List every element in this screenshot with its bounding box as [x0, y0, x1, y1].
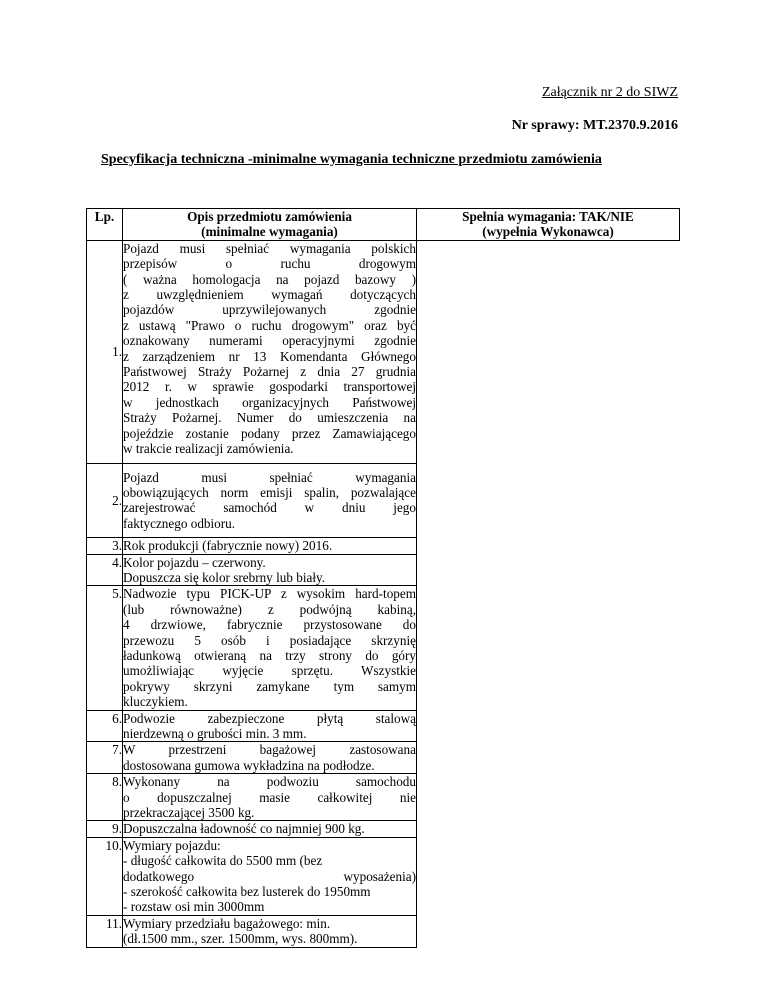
description-line: w trakcie realizacji zamówienia. [123, 441, 294, 457]
description-line: - rozstaw osi min 3000mm [123, 899, 265, 915]
row-description [123, 821, 417, 837]
row-description [123, 554, 417, 586]
table-row [87, 586, 680, 710]
row-number: 10. [87, 837, 123, 915]
meets-header-line1: Spełnia wymagania: TAK/NIE [462, 209, 634, 224]
description-line: z uwzględnieniem wymagań dotyczących [123, 287, 416, 303]
description-line: Wykonany na podwoziu samochodu [123, 774, 416, 790]
description-line: pojeździe zostanie podany przez Zamawiającego [123, 425, 416, 441]
table-row [87, 821, 680, 837]
description-line: zarejestrować samochód w dniu jego [123, 500, 416, 516]
row-number: 11. [87, 915, 123, 947]
description-line: o dopuszczalnej masie całkowitej nie [123, 789, 416, 805]
table-header-row [87, 209, 680, 241]
description-line: obowiązujących norm emisji spalin, pozwalające [123, 484, 416, 500]
row-description [123, 710, 417, 742]
description-line: z zarządzeniem nr 13 Komendanta Głównego [123, 348, 416, 364]
description-line: ładunkową otwieraną na trzy strony do góry [123, 647, 416, 663]
description-line: z ustawą "Prawo o ruchu drogowym" oraz być [123, 317, 416, 333]
specification-table [86, 208, 680, 948]
row-description [123, 538, 417, 554]
row-number: 2. [87, 463, 123, 538]
description-line: - długość całkowita do 5500 mm (bez [123, 853, 323, 869]
description-line: (dł.1500 mm., szer. 1500mm, wys. 800mm). [123, 931, 358, 947]
table-row [87, 710, 680, 742]
description-line: przepisów o ruchu drogowym [123, 256, 416, 272]
table-row [87, 538, 680, 554]
column-header-meets [417, 209, 680, 241]
table-row [87, 554, 680, 586]
description-line: przewozu 5 osób i posiadające skrzynię [123, 632, 416, 648]
description-line: Kolor pojazdu – czerwony. [123, 554, 266, 570]
description-line: przekraczającej 3500 kg. [123, 805, 255, 821]
description-line: oznakowany numerami operacyjnymi zgodnie [123, 333, 416, 349]
table-row [87, 742, 680, 774]
description-line: Nadwozie typu PICK-UP z wysokim hard-topem [123, 586, 416, 602]
row-number: 6. [87, 710, 123, 742]
annex-label: Załącznik nr 2 do SIWZ [541, 85, 678, 100]
table-row [87, 774, 680, 821]
table-row [87, 837, 680, 915]
description-line: w jednostkach organizacyjnych Państwowej [123, 394, 416, 410]
description-line: Państwowej Straży Pożarnej z dnia 27 grudnia [123, 364, 416, 380]
description-line: 4 drzwiowe, fabrycznie przystosowane do [123, 617, 416, 633]
meets-header-line2: (wypełnia Wykonawca) [482, 224, 614, 240]
description-line: Dopuszcza się kolor srebrny lub biały. [123, 569, 326, 585]
description-line: W przestrzeni bagażowej zastosowana [123, 742, 416, 758]
row-number: 7. [87, 742, 123, 774]
table-row [87, 463, 680, 538]
description-line: pokrywy skrzyni zamykane tym samym [123, 678, 416, 694]
row-description [123, 915, 417, 947]
table-row [87, 915, 680, 947]
description-line: Pojazd musi spełniać wymagania [123, 469, 416, 485]
description-line: Pojazd musi spełniać wymagania polskich [123, 240, 416, 256]
row-number: 5. [87, 586, 123, 710]
description-line: Rok produkcji (fabrycznie nowy) 2016. [123, 538, 333, 554]
description-line: nierdzewną o grubości min. 3 mm. [123, 726, 307, 741]
description-line: dostosowana gumowa wykładzina na podłodze. [123, 757, 375, 773]
description-line: - szerokość całkowita bez lusterek do 1950mm [123, 884, 371, 900]
row-number: 3. [87, 538, 123, 554]
description-line: (lub równoważne) z podwójną kabiną, [123, 601, 416, 617]
description-line: ( ważna homologacja na pojazd bazowy ) [123, 271, 416, 287]
row-description [123, 586, 417, 710]
description-header-line2: (minimalne wymagania) [201, 224, 338, 240]
description-line: dodatkowego wyposażenia) [123, 868, 416, 884]
row-description [123, 774, 417, 821]
description-line: Wymiary przedziału bagażowego: min. [123, 915, 331, 931]
row-number: 9. [87, 821, 123, 837]
column-header-description [123, 209, 417, 241]
row-description [123, 742, 417, 774]
description-line: Dopuszczalna ładowność co najmniej 900 kg. [123, 821, 365, 837]
case-number: Nr sprawy: MT.2370.9.2016 [511, 118, 678, 133]
table-body [87, 240, 680, 947]
description-header-line1: Opis przedmiotu zamówienia [187, 209, 352, 224]
description-line: kluczykiem. [123, 694, 188, 710]
description-line: Straży Pożarnej. Numer do umieszczenia na [123, 410, 416, 426]
description-line: 2012 r. w sprawie gospodarki transportowej [123, 379, 416, 395]
row-description [123, 837, 417, 915]
document-title: Specyfikacja techniczna -minimalne wymagania techniczne przedmiotu zamówienia [101, 152, 602, 167]
row-number: 8. [87, 774, 123, 821]
description-line: faktycznego odbioru. [123, 515, 236, 531]
table-row [87, 240, 680, 463]
row-number: 4. [87, 554, 123, 586]
description-line: Podwozie zabezpieczone płytą stalową [123, 710, 416, 726]
description-line: umożliwiając wyjęcie sprzętu. Wszystkie [123, 663, 416, 679]
row-number: 1. [87, 240, 123, 463]
row-description [123, 463, 417, 538]
description-line: pojazdów uprzywilejowanych zgodnie [123, 302, 416, 318]
description-line: Wymiary pojazdu: [123, 837, 221, 853]
row-description [123, 240, 417, 463]
column-header-lp: Lp. [87, 209, 123, 241]
